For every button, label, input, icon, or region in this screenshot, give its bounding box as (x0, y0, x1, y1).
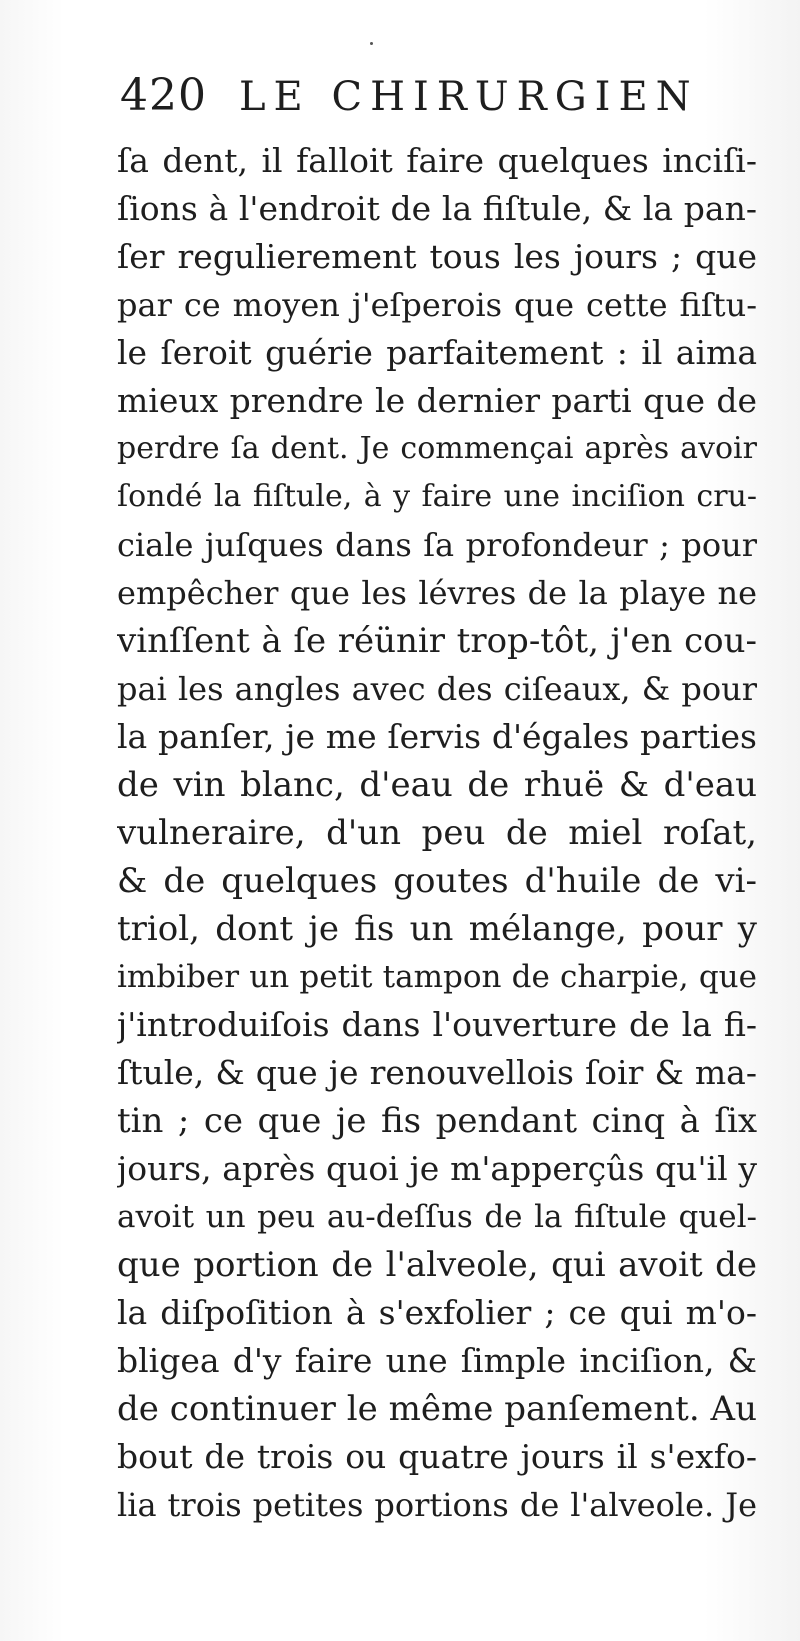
ink-speck (370, 42, 373, 45)
text-line: que portion de l'alveole, qui avoit de (117, 1245, 757, 1285)
page-number: 420 (120, 70, 207, 121)
text-line: & de quelques goutes d'huile de vi- (117, 861, 757, 901)
text-line: la panſer, je me ſervis d'égales parties (117, 717, 757, 756)
text-line: triol, dont je fis un mélange, pour y (117, 909, 757, 949)
text-line: ſtule, & que je renouvellois ſoir & ma- (117, 1053, 757, 1092)
text-line: perdre ſa dent. Je commençai après avoir (117, 431, 757, 466)
text-line: vulneraire, d'un peu de miel roſat, (117, 813, 757, 853)
text-line: tin ; ce que je fis pendant cinq à ſix (117, 1101, 757, 1141)
text-line: lia trois petites portions de l'alveole. Je (117, 1486, 757, 1524)
text-line: j'introduiſois dans l'ouverture de la fi- (117, 1005, 757, 1044)
text-line: ciale juſques dans ſa profondeur ; pour (117, 526, 757, 564)
text-line: de vin blanc, d'eau de rhuë & d'eau (117, 765, 757, 805)
text-line: avoit un peu au-deſſus de la fiſtule quel- (117, 1199, 757, 1235)
text-line: ſa dent, il falloit faire quelques inciſi- (117, 141, 757, 180)
running-head (120, 70, 760, 140)
text-line: de continuer le même panſement. Au (117, 1389, 757, 1429)
text-line: jours, après quoi je m'apperçûs qu'il y (117, 1149, 757, 1188)
text-line: par ce moyen j'eſperois que cette fiſtu- (117, 286, 757, 324)
text-line: imbiber un petit tampon de charpie, que (117, 959, 757, 995)
body-text (117, 137, 757, 1529)
text-line: mieux prendre le dernier parti que de (117, 381, 757, 420)
text-line: ſondé la fiſtule, à y faire une inciſion cru- (117, 479, 757, 514)
text-line: la diſpoſition à s'exfolier ; ce qui m'o- (117, 1293, 757, 1332)
running-title: LE CHIRURGIEN (238, 74, 699, 120)
text-line: bligea d'y faire une ſimple inciſion, & (117, 1341, 757, 1380)
text-line: ſions à l'endroit de la fiſtule, & la pan- (117, 189, 757, 228)
text-line: empêcher que les lévres de la playe ne (117, 574, 757, 612)
text-line: vinſſent à ſe réünir trop-tôt, j'en cou- (117, 621, 757, 661)
text-line: ſer regulierement tous les jours ; que (117, 237, 757, 276)
text-line: pai les angles avec des ciſeaux, & pour (117, 670, 757, 708)
text-line: bout de trois ou quatre jours il s'exfo- (117, 1437, 757, 1476)
text-line: le ſeroit guérie parfaitement : il aima (117, 333, 757, 372)
